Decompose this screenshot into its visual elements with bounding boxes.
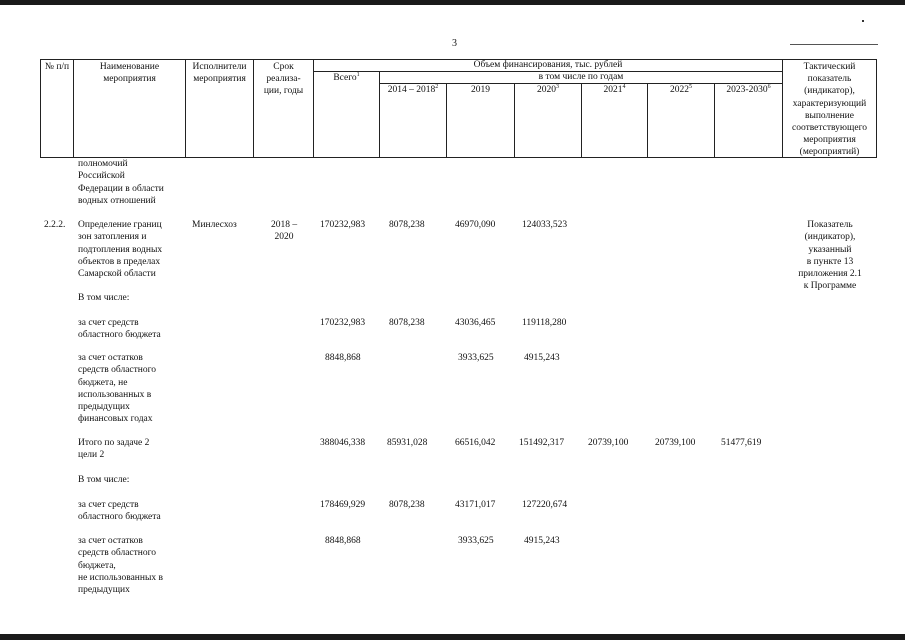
header-year-2020: 2020$^3$	[537, 83, 559, 95]
row-including-label: В том числе:	[78, 293, 130, 303]
row-name: за счет остатков средств областного бюджета, не использованных в предыдущих финансовых годах	[78, 353, 157, 425]
row-total: 8848,868	[325, 353, 361, 363]
row-y2019: 46970,090	[455, 220, 496, 230]
header-name: Наименование мероприятия	[99, 62, 160, 85]
row-y2014: 8078,238	[389, 500, 425, 510]
row-name: Определение границ зон затопления и подтопления водных объектов в пределах Самарской области	[78, 220, 163, 280]
header-term: Срок реализа- ции, годы	[263, 62, 304, 97]
page-number: 3	[452, 38, 457, 49]
scan-top-border	[0, 0, 905, 5]
row-y2014: 8078,238	[389, 318, 425, 328]
header-year-2014: 2014 – 2018$^2$	[387, 83, 439, 95]
table-header	[40, 59, 877, 158]
row-y2019: 43036,465	[455, 318, 496, 328]
row-y2019: 3933,625	[458, 353, 494, 363]
header-year-2021: 2021$^4$	[603, 83, 626, 95]
row-y2023: 51477,619	[721, 438, 762, 448]
row-name: за счет остатков средств областного бюджета, не использованных в предыдущих	[78, 536, 163, 596]
row-total: 388046,338	[320, 438, 366, 448]
header-indicator: Тактический показатель (индикатор), характеризующий выполнение соответствующего мероприятия (мероприятий)	[792, 62, 867, 158]
row-y2022: 20739,100	[655, 438, 696, 448]
row-y2020: 127220,674	[522, 500, 568, 510]
row-name: за счет средств областного бюджета	[78, 318, 161, 341]
header-year-2022: 2022$^5$	[670, 83, 692, 95]
row-y2021: 20739,100	[588, 438, 629, 448]
row-y2014: 85931,028	[387, 438, 428, 448]
row-total: 170232,983	[320, 318, 366, 328]
row-y2019: 3933,625	[458, 536, 494, 546]
row-y2019: 43171,017	[455, 500, 496, 510]
header-year-2019: 2019	[471, 85, 490, 95]
row-total: 170232,983	[320, 220, 366, 230]
header-finance: Объем финансирования, тыс. рублей	[473, 60, 623, 70]
row-y2019: 66516,042	[455, 438, 496, 448]
header-year-2023-2030: 2023-2030$^6$	[726, 83, 771, 95]
row-including-label: В том числе:	[78, 475, 130, 485]
row-executor: Минлесхоз	[192, 220, 237, 230]
row-y2020: 151492,317	[519, 438, 565, 448]
row-number: 2.2.2.	[44, 220, 66, 230]
header-executors: Исполнители мероприятия	[192, 62, 247, 85]
row-y2014: 8078,238	[389, 220, 425, 230]
row-y2020: 124033,523	[522, 220, 568, 230]
row-total: 8848,868	[325, 536, 361, 546]
row-total: 178469,929	[320, 500, 366, 510]
scan-artifact-dot	[862, 20, 864, 22]
row-name: за счет средств областного бюджета	[78, 500, 161, 523]
row-total-name: Итого по задаче 2 цели 2	[78, 438, 150, 461]
header-num: № п/п	[44, 62, 70, 72]
header-total: Всего$^1$	[333, 71, 360, 83]
row-continuation-name: полномочий Российской Федерации в области водных отношений	[78, 159, 164, 206]
scan-artifact-line	[790, 44, 878, 45]
row-y2020: 4915,243	[524, 536, 560, 546]
row-indicator: Показатель (индикатор), указанный в пункте 13 приложения 2.1 к Программе	[798, 220, 862, 292]
row-y2020: 4915,243	[524, 353, 560, 363]
row-y2020: 119118,280	[522, 318, 567, 328]
scan-bottom-border	[0, 634, 905, 640]
header-by-year: в том числе по годам	[538, 72, 624, 82]
row-term: 2018 – 2020	[270, 220, 298, 243]
